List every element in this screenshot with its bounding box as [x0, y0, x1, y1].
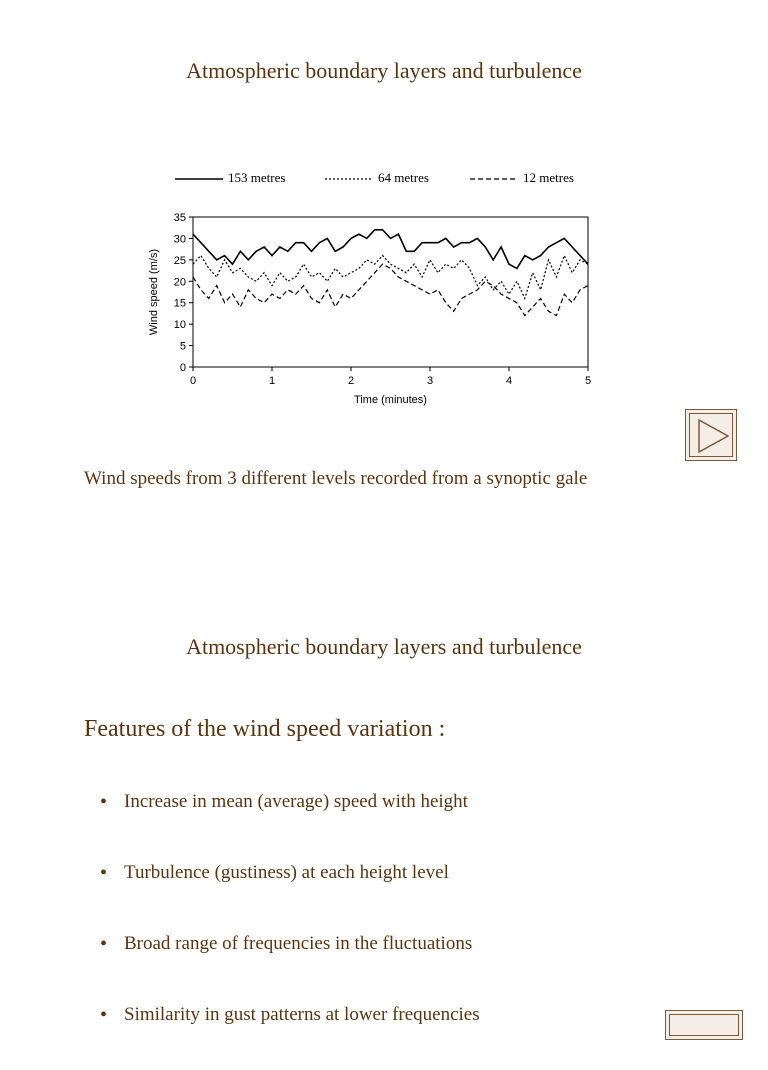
x-axis [190, 367, 591, 387]
x-tick-label: 3 [426, 375, 434, 387]
list-item [100, 999, 740, 1070]
x-axis-label: Time (minutes) [354, 394, 427, 406]
slide-title: Atmospheric boundary layers and turbulence [186, 634, 582, 659]
x-tick-label: 2 [347, 375, 355, 387]
button-frame [669, 1014, 739, 1036]
y-tick-label: 25 [173, 254, 186, 267]
y-tick-label: 20 [173, 276, 186, 289]
y-tick-label: 30 [173, 233, 186, 246]
chart-caption: Wind speeds from 3 different levels recorded from a synoptic gale [84, 468, 588, 489]
x-tick-label: 1 [268, 375, 276, 387]
x-tick-label: 4 [505, 375, 513, 387]
list-item-text: Turbulence (gustiness) at each height level [124, 862, 449, 883]
bullet-icon: • [100, 933, 108, 955]
subheading: Features of the wind speed variation : [84, 716, 446, 742]
play-triangle-icon [690, 414, 734, 458]
y-tick-label: 5 [179, 340, 186, 353]
bullet-icon: • [100, 862, 108, 884]
plot-frame [193, 217, 588, 367]
next-slide-button[interactable] [665, 1010, 743, 1040]
plot-area [193, 217, 588, 367]
x-tick-label: 0 [189, 375, 197, 387]
list-item [100, 928, 740, 999]
wind-speed-chart [140, 160, 610, 435]
y-tick-label: 10 [173, 319, 186, 332]
legend-label: 64 metres [378, 170, 429, 185]
y-tick-label: 0 [179, 362, 186, 374]
list-item-text: Increase in mean (average) speed with height [124, 791, 468, 812]
y-axis-label: Wind speed (m/s) [148, 248, 160, 336]
next-slide-button[interactable] [685, 409, 737, 461]
slide-title: Atmospheric boundary layers and turbulence [186, 58, 582, 83]
y-tick-label: 15 [173, 297, 186, 310]
button-frame [689, 413, 733, 457]
y-tick-label: 35 [173, 212, 186, 224]
list-item [100, 786, 740, 857]
series-line [193, 256, 588, 299]
bullet-icon: • [100, 791, 108, 813]
series-line [193, 230, 588, 269]
series-line [193, 264, 588, 315]
y-axis [174, 212, 193, 374]
legend-label: 153 metres [228, 170, 286, 185]
list-item-text: Broad range of frequencies in the fluctuations [124, 933, 473, 954]
x-tick-label: 5 [584, 375, 592, 387]
legend-label: 12 metres [523, 170, 574, 185]
chart-legend [175, 170, 574, 185]
bullet-icon: • [100, 1004, 108, 1026]
list-item [100, 857, 740, 928]
list-item-text: Similarity in gust patterns at lower frequencies [124, 1004, 480, 1025]
feature-list [100, 786, 740, 1070]
